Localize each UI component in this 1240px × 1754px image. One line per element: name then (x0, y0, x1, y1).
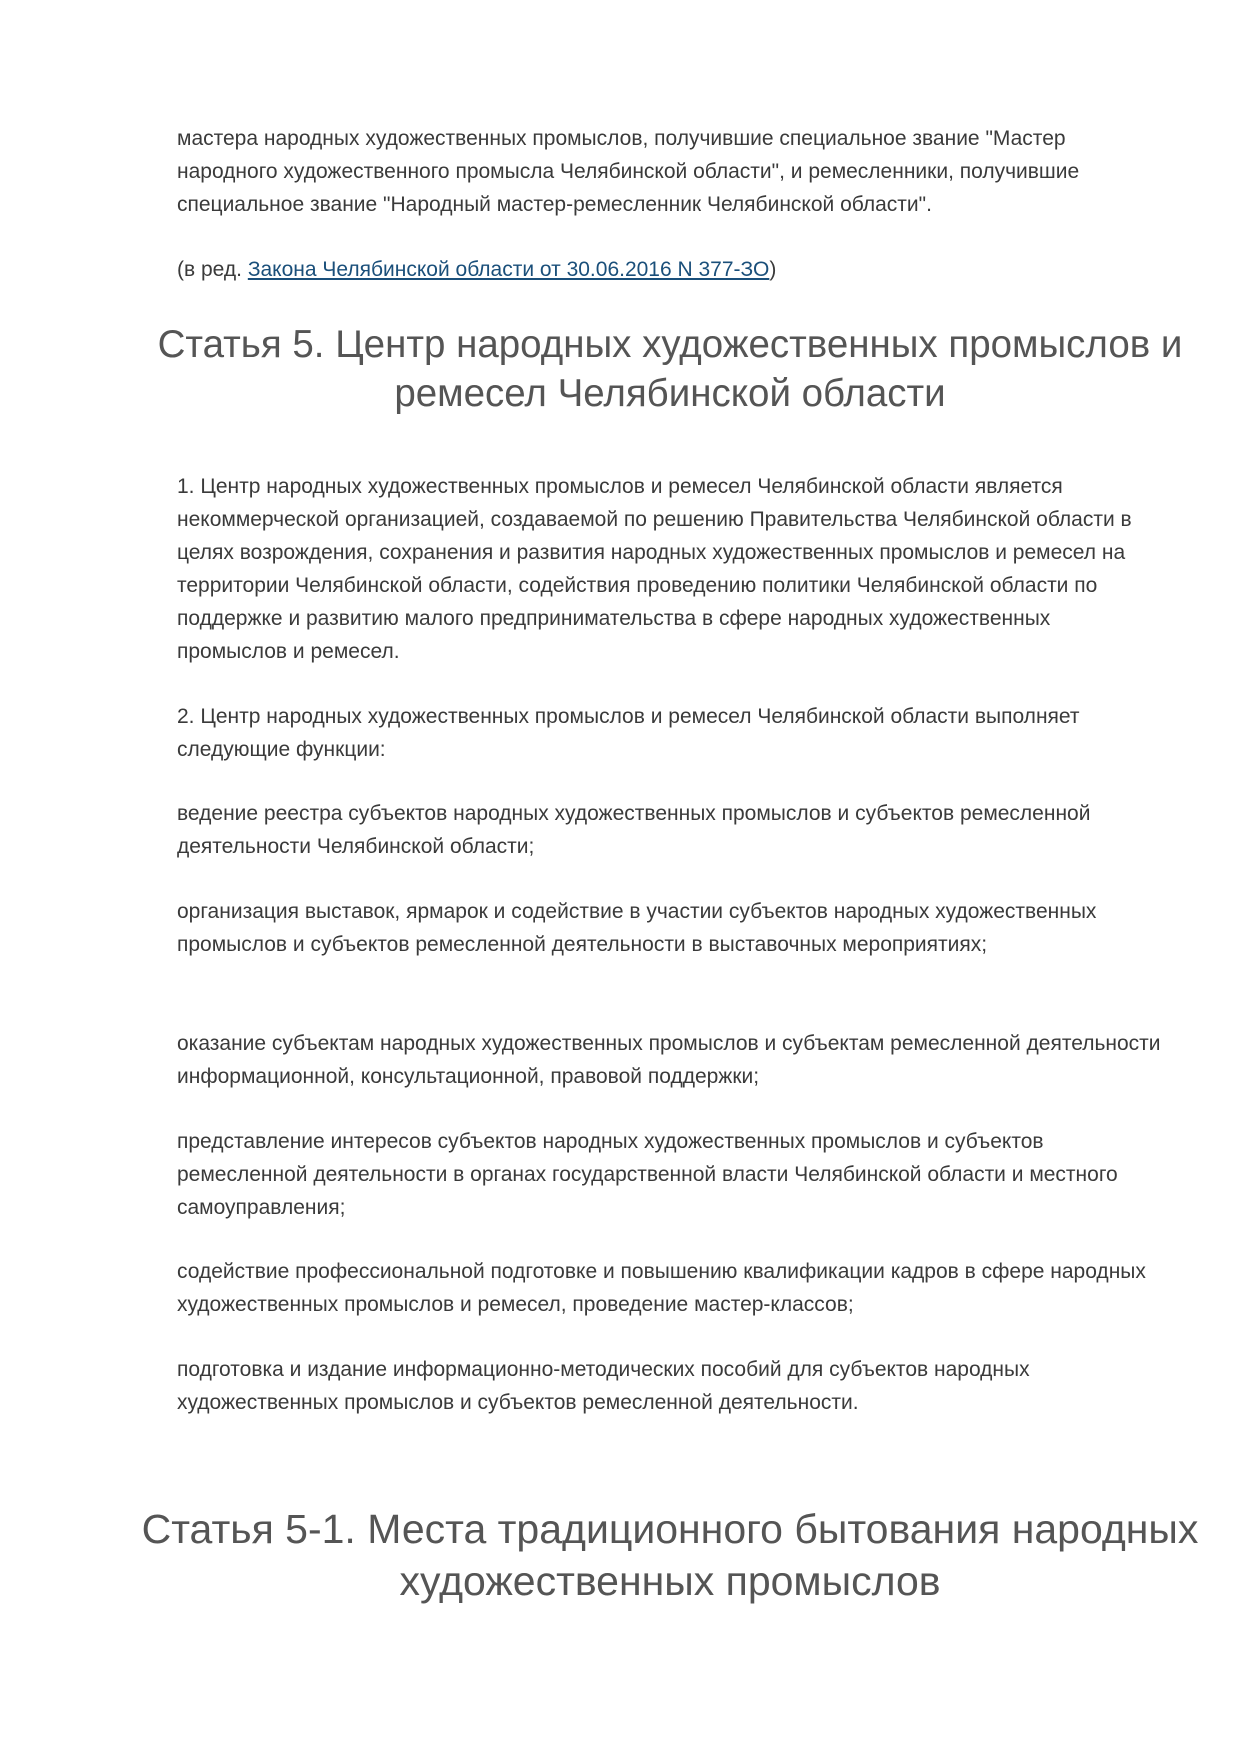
intro-paragraph: мастера народных художественных промыслов, получившие специальное звание "Мастер народного художественного промысла Челябинской области", и ремесленники, получившие специальное звание "Народный мастер-ремесленник Челябинской области". (177, 127, 1080, 216)
function-item: организация выставок, ярмарок и содействие в участии субъектов народных художественных промыслов и субъектов ремесленной деятельности в выставочных мероприятиях; (177, 900, 1097, 956)
article-5-clause-2: 2. Центр народных художественных промыслов и ремесел Челябинской области выполняет следующие функции: (177, 705, 1080, 761)
article-5-clause-1: 1. Центр народных художественных промыслов и ремесел Челябинской области является некоммерческой организацией, создаваемой по решению Правительства Челябинской области в целях возрождения, сохранения и развития народных художественных промыслов и ремесел на территории Челябинской области, содействия проведению политики Челябинской области по поддержке и развитию малого предпринимательства в сфере народных художественных промыслов и ремесел. (177, 475, 1132, 663)
amendment-prefix: (в ред. (177, 258, 248, 281)
function-item: представление интересов субъектов народных художественных промыслов и субъектов ремесленной деятельности в органах государственной власти Челябинской области и местного самоуправления; (177, 1130, 1118, 1219)
amendment-note (177, 253, 1162, 286)
function-item: подготовка и издание информационно-методических пособий для субъектов народных художественных промыслов и субъектов ремесленной деятельности. (177, 1358, 1030, 1414)
function-item: содействие профессиональной подготовке и повышению квалификации кадров в сфере народных художественных промыслов и ремесел, проведение мастер-классов; (177, 1260, 1146, 1316)
law-reference-link[interactable]: Закона Челябинской области от 30.06.2016 N 377-ЗО (247, 258, 770, 281)
function-item: ведение реестра субъектов народных художественных промыслов и субъектов ремесленной деятельности Челябинской области; (177, 802, 1091, 858)
article-5-1-heading: Статья 5-1. Места традиционного бытования народных художественных промыслов (141, 1506, 1199, 1604)
function-item: оказание субъектам народных художественных промыслов и субъектам ремесленной деятельности информационной, консультационной, правовой поддержки; (177, 1032, 1161, 1088)
article-5-heading: Статья 5. Центр народных художественных промыслов и ремесел Челябинской области (157, 323, 1183, 415)
amendment-suffix: ) (769, 258, 777, 281)
